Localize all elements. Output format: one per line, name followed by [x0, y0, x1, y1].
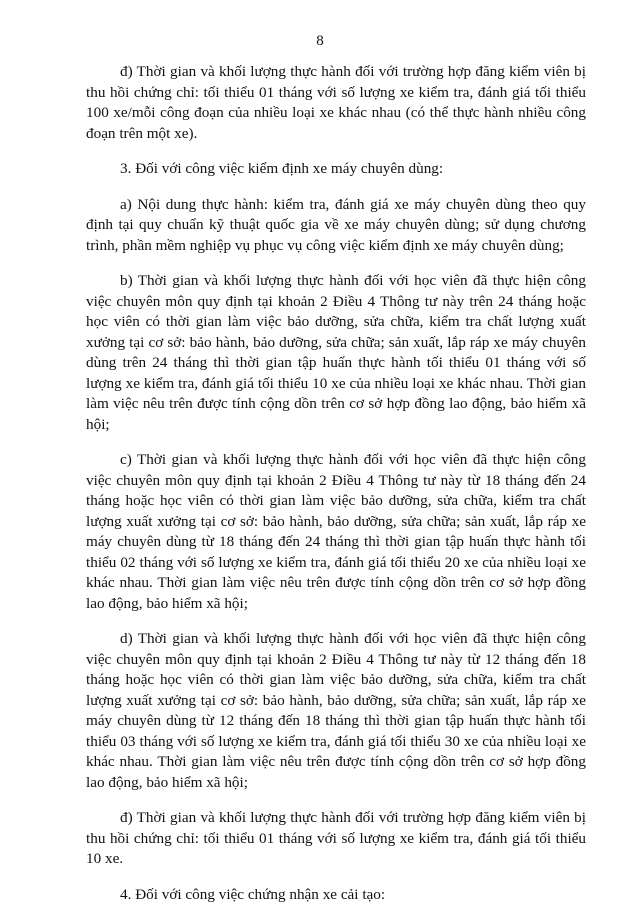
paragraph-a-practice-content: a) Nội dung thực hành: kiểm tra, đánh giá xe máy chuyên dùng theo quy định tại quy chuẩn kỹ thuật quốc gia về xe máy chuyên dùng; sử dụng chương trình, phần mềm nghiệp vụ phục vụ công việc kiểm định xe máy chuyên dùng; [86, 195, 586, 254]
section-3-heading: 3. Đối với công việc kiểm định xe máy chuyên dùng: [120, 160, 444, 177]
paragraph-dd-revoked-certificate: đ) Thời gian và khối lượng thực hành đối với trường hợp đăng kiểm viên bị thu hồi chứng chỉ: tối thiểu 01 tháng với số lượng xe kiểm tra, đánh giá tối thiểu 10 xe. [86, 809, 586, 867]
paragraph-b-over-24-months: b) Thời gian và khối lượng thực hành đối với học viên đã thực hiện công việc chuyên môn quy định tại khoản 2 Điều 4 Thông tư này trên 24 tháng hoặc học viên có thời gian làm việc bảo dưỡng, sửa chữa, kiểm tra chất lượng xuất xưởng tại cơ sở: bảo hành, bảo dưỡng, sửa chữa; sản xuất, lắp ráp xe máy chuyên dùng trên 24 tháng thì thời gian tập huấn thực hành tối thiểu 01 tháng với số lượng xe kiểm tra, đánh giá tối thiểu 10 xe của nhiều loại xe khác nhau. Thời gian làm việc nêu trên được tính cộng dồn trên cơ sở hợp đồng lao động, bảo hiểm xã hội; [86, 272, 586, 433]
paragraph-c-18-to-24-months: c) Thời gian và khối lượng thực hành đối với học viên đã thực hiện công việc chuyên môn quy định tại khoản 2 Điều 4 Thông tư này từ 18 tháng đến 24 tháng hoặc học viên có thời gian làm việc bảo dưỡng, sửa chữa, kiểm tra chất lượng xuất xưởng tại cơ sở: bảo hành, bảo dưỡng, sửa chữa; sản xuất, lắp ráp xe máy chuyên dùng từ 18 tháng đến 24 tháng thì thời gian tập huấn thực hành tối thiểu 02 tháng với số lượng xe kiểm tra, đánh giá tối thiểu 20 xe của nhiều loại xe khác nhau. Thời gian làm việc nêu trên được tính cộng dồn trên cơ sở hợp đồng lao động, bảo hiểm xã hội; [86, 451, 586, 612]
page-number: 8 [316, 33, 324, 49]
section-4-heading: 4. Đối với công việc chứng nhận xe cải tạo: [120, 885, 386, 903]
document-body [86, 62, 586, 920]
paragraph-d-12-to-18-months: d) Thời gian và khối lượng thực hành đối với học viên đã thực hiện công việc chuyên môn quy định tại khoản 2 Điều 4 Thông tư này từ 12 tháng đến 18 tháng hoặc học viên có thời gian làm việc bảo dưỡng, sửa chữa, kiểm tra chất lượng xuất xưởng tại cơ sở: bảo hành, bảo dưỡng, sửa chữa; sản xuất, lắp ráp xe máy chuyên dùng từ 12 tháng đến 18 tháng thì thời gian tập huấn thực hành tối thiểu 03 tháng với số lượng xe kiểm tra, đánh giá tối thiểu 30 xe của nhiều loại xe khác nhau. Thời gian làm việc nêu trên được tính cộng dồn trên cơ sở hợp đồng lao động, bảo hiểm xã hội; [86, 630, 586, 791]
paragraph-d-revoked-certificate-motor: đ) Thời gian và khối lượng thực hành đối với trường hợp đăng kiểm viên bị thu hồi chứng chỉ: tối thiểu 01 tháng với số lượng xe kiểm tra, đánh giá tối thiểu 100 xe/mỗi công đoạn của nhiều loại xe khác nhau (có thể thực hành nhiều công đoạn trên một xe). [86, 63, 586, 142]
